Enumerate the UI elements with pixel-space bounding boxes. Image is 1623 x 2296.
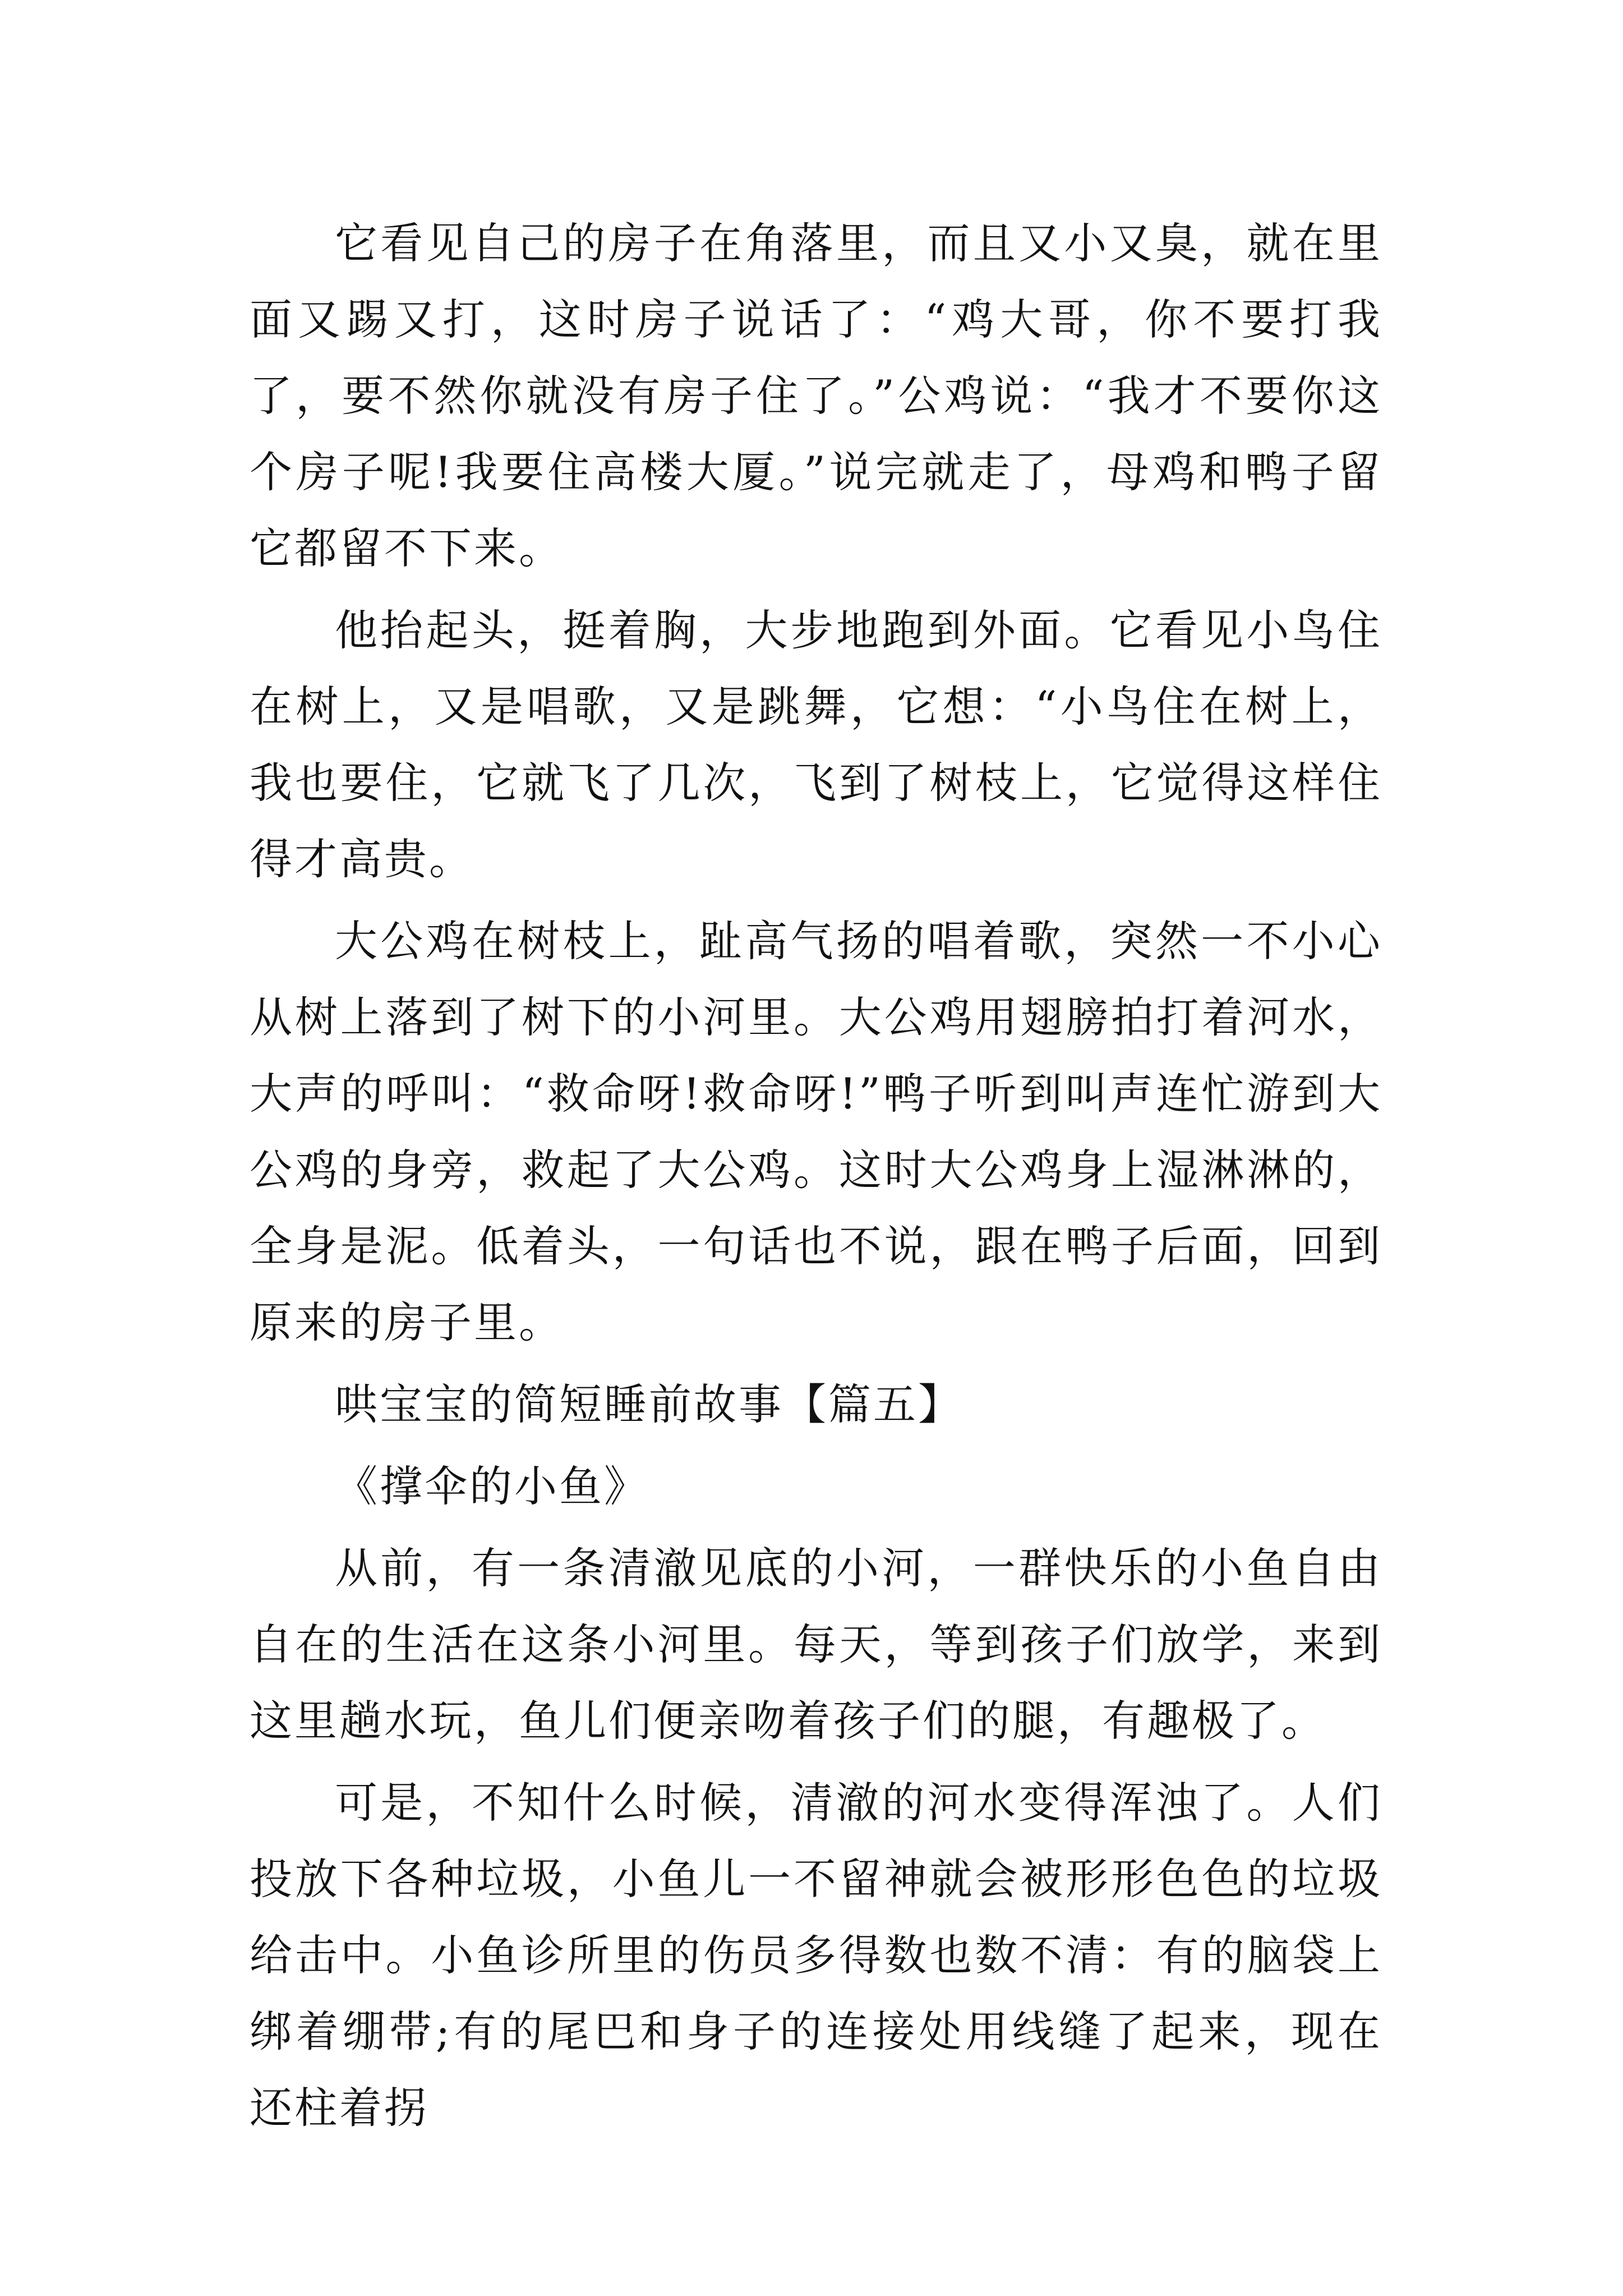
paragraph-3: 大公鸡在树枝上，趾高气扬的唱着歌，突然一不小心从树上落到了树下的小河里。大公鸡用翅膀拍打着河水，大声的呼叫：“救命呀!救命呀!”鸭子听到叫声连忙游到大公鸡的身旁，救起了大公鸡。这时大公鸡身上湿淋淋的，全身是泥。低着头，一句话也不说，跟在鸭子后面，回到原来的房子里。 (250, 916, 1382, 1347)
paragraph-1: 它看见自己的房子在角落里，而且又小又臭，就在里面又踢又打，这时房子说话了：“鸡大哥，你不要打我了，要不然你就没有房子住了。”公鸡说：“我才不要你这个房子呢!我要住高楼大厦。”说完就走了，母鸡和鸭子留它都留不下来。 (250, 218, 1382, 573)
story-title: 《撑伞的小鱼》 (335, 1461, 649, 1511)
section-heading: 哄宝宝的简短睡前故事【篇五】 (335, 1379, 963, 1429)
document-body (250, 205, 1382, 2152)
paragraph-2: 他抬起头，挺着胸，大步地跑到外面。它看见小鸟住在树上，又是唱歌，又是跳舞，它想：“小鸟住在树上，我也要住，它就飞了几次，飞到了树枝上，它觉得这样住得才高贵。 (250, 605, 1382, 884)
paragraph-5: 可是，不知什么时候，清澈的河水变得浑浊了。人们投放下各种垃圾，小鱼儿一不留神就会被形形色色的垃圾给击中。小鱼诊所里的伤员多得数也数不清：有的脑袋上绑着绷带;有的尾巴和身子的连接处用线缝了起来，现在还柱着拐 (250, 1778, 1382, 2133)
paragraph-4: 从前，有一条清澈见底的小河，一群快乐的小鱼自由自在的生活在这条小河里。每天，等到孩子们放学，来到这里趟水玩，鱼儿们便亲吻着孩子们的腿，有趣极了。 (250, 1543, 1382, 1746)
